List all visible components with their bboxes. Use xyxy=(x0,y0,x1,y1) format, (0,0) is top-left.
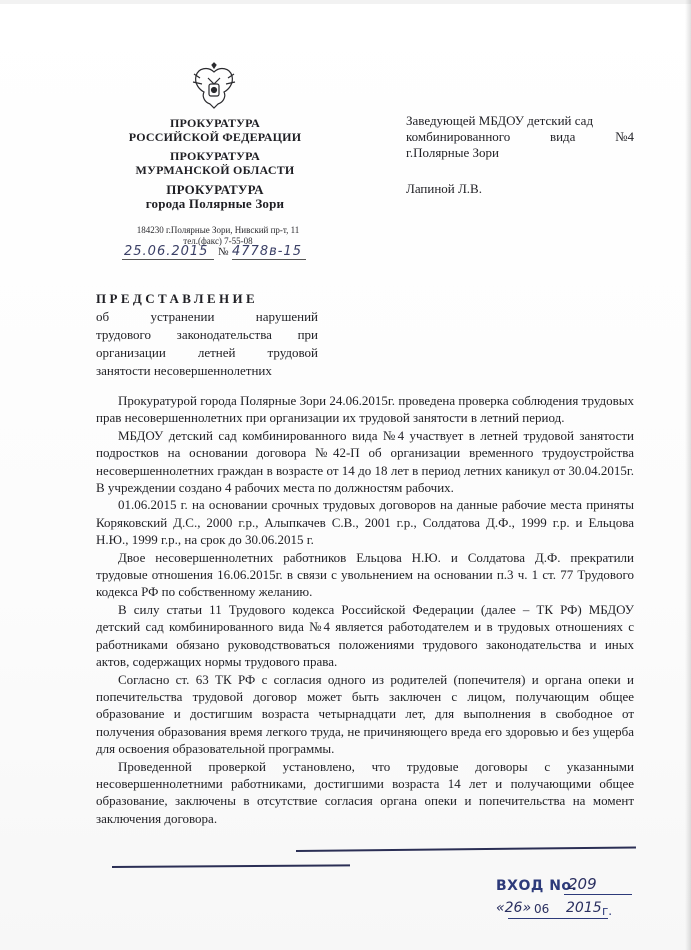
scan-edge-top xyxy=(0,0,691,4)
phone-line: тел.(факс) 7-55-08 xyxy=(183,236,253,246)
stamp-label: ВХОД No. xyxy=(496,878,578,894)
scan-edge-right xyxy=(685,0,691,950)
coat-of-arms-icon xyxy=(190,62,238,112)
body-paragraph: Проведенной проверкой установлено, что трудовые договоры с указанными несовершеннолетними работниками, достигшими возраста 14 лет и получающими общее образование, заключены в отсутствие согласия органа опеки и попечительства на момент заключения договора. xyxy=(96,758,634,826)
subject-line: трудового законодательства при xyxy=(96,327,318,342)
body-paragraph: МБДОУ детский сад комбинированного вида №4 участвует в летней трудовой занятости подростков на основании договора №42-П об организации временного трудоустройства несовершеннолетних граждан в возрасте от 14 до 18 лет в период летних каникул от 30.04.2015г. В учреждении создано 4 рабочих места по должностям рабочих. xyxy=(96,427,634,496)
number-sign: № xyxy=(218,246,229,258)
number-underline xyxy=(232,259,306,260)
org-line: РОССИЙСКОЙ ФЕДЕРАЦИИ xyxy=(128,130,302,144)
stamp-day: «26» xyxy=(496,900,532,916)
body-paragraph: Двое несовершеннолетних работников Ельцова Н.Ю. и Солдатова Д.Ф. прекратили трудовые отношения 16.06.2015г. в связи с увольнением на основании п.3 ч. 1 ст. 77 Трудового кодекса РФ по собственному желанию. xyxy=(96,549,634,600)
stamp-month: 06 xyxy=(534,902,550,916)
addressee-line: Заведующей МБДОУ детский сад xyxy=(406,113,594,128)
org-block-city xyxy=(110,183,320,211)
body-paragraph: 01.06.2015 г. на основании срочных трудовых договоров на данные рабочие места приняты Коряковский Д.С., 2000 г.р., Алыпкачев С.В., 2001 г.р., Солдатова Д.Ф., 1999 г.р. и Ельцова Н.Ю., 1999 г.р., на срок до 30.06.2015 г. xyxy=(96,497,634,548)
stamp-number-underline xyxy=(564,894,632,895)
pen-underline xyxy=(296,846,636,851)
outgoing-reference xyxy=(120,244,310,260)
outgoing-number: 4778в-15 xyxy=(232,244,302,259)
outgoing-date: 25.06.2015 xyxy=(124,244,209,259)
org-line: ПРОКУРАТУРА xyxy=(169,149,261,163)
body-paragraph: Прокуратурой города Полярные Зори 24.06.2015г. проведена проверка соблюдения трудовых прав несовершеннолетних при организации их трудовой занятости в летний период. xyxy=(96,393,634,426)
pen-underline xyxy=(112,864,350,867)
subject-line: об устранении нарушений xyxy=(96,309,318,324)
addressee-line xyxy=(406,129,634,145)
incoming-stamp xyxy=(492,872,642,932)
document-body xyxy=(96,392,634,827)
org-block-federal xyxy=(110,116,320,144)
document-title: ПРЕДСТАВЛЕНИЕ xyxy=(96,291,259,306)
addressee-name: Лапиной Л.В. xyxy=(406,181,482,196)
org-block-regional xyxy=(110,149,320,177)
addressee-line: г.Полярные Зори xyxy=(406,145,499,160)
stamp-number: 209 xyxy=(568,875,597,893)
address-line: 184230 г.Полярные Зори, Нивский пр-т, 11 xyxy=(136,225,300,235)
addressee-word: вида xyxy=(549,129,576,144)
document-subject xyxy=(96,308,318,380)
stamp-date-underline xyxy=(508,918,608,919)
addressee-word: комбинированного xyxy=(406,129,511,144)
addressee-block xyxy=(406,113,634,197)
org-line: ПРОКУРАТУРА xyxy=(166,182,264,197)
org-line: города Полярные Зори xyxy=(145,196,285,211)
stamp-year: 2015 xyxy=(566,900,602,916)
subject-line: занятости несовершеннолетних xyxy=(96,363,272,378)
body-paragraph: В силу статьи 11 Трудового кодекса Российской Федерации (далее – ТК РФ) МБДОУ детский сад комбинированного вида №4 является работодателем и в трудовых отношениях с работниками обязано руководствоваться положениями трудового законодательства и иных актов, содержащих нормы трудового права. xyxy=(96,601,634,670)
subject-line: организации летней трудовой xyxy=(96,345,318,360)
body-paragraph: Согласно ст. 63 ТК РФ с согласия одного из родителей (попечителя) и органа опеки и попечительства трудовой договор может быть заключен с лицом, получающим общее образование и достигшим возраста четырнадцати лет, для выполнения в свободное от получения образования время легкого труда, не причиняющего вреда его здоровью и без ущерба для освоения образовательной программы. xyxy=(96,671,634,757)
date-underline xyxy=(122,259,214,260)
addressee-word: №4 xyxy=(615,129,634,144)
org-line: ПРОКУРАТУРА xyxy=(169,116,261,130)
org-line: МУРМАНСКОЙ ОБЛАСТИ xyxy=(135,163,295,177)
stamp-year-suffix: г. xyxy=(602,904,613,918)
